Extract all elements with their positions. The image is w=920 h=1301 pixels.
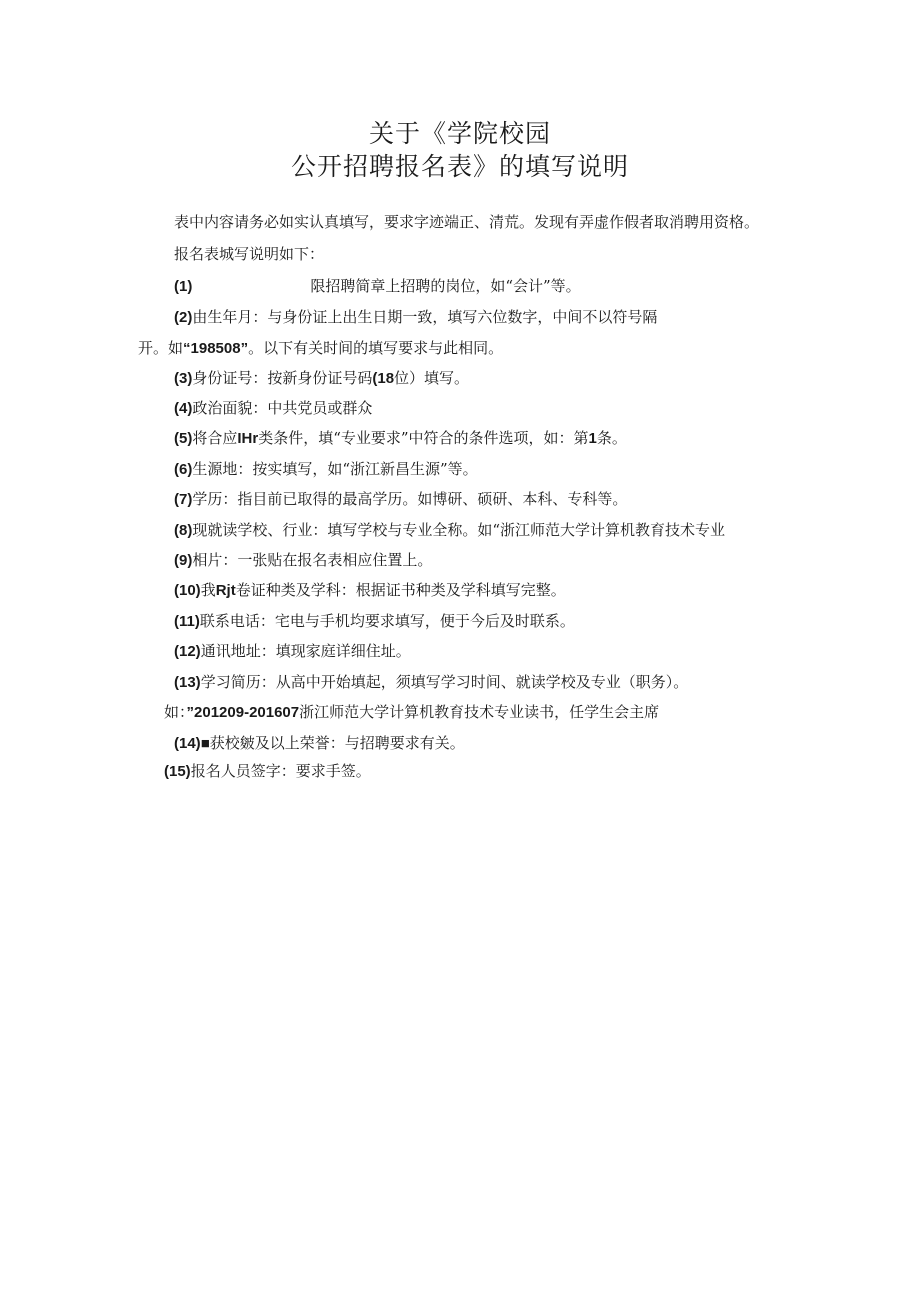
item-number: (5) [174,430,193,447]
list-item [174,276,581,297]
item-number: (12) [174,643,201,660]
item-text: 学习简历：从高中开始填起，须填写学习时间、就读学校及专业（职务）。 [200,673,689,691]
item-text: 卷证种类及学科：根据证书种类及学科填写完整。 [235,581,566,599]
list-item [174,641,411,662]
item-text: 如： [164,703,187,721]
item-number: (9) [174,552,193,569]
item-text: 条。 [596,429,627,447]
list-item [174,672,688,693]
item-text-bold: (18 [372,370,395,387]
intro-paragraph: 表中内容请务必如实认真填写，要求字迹端正、清荒。发现有弄虚作假者取消聘用资格。 [174,213,760,231]
item-number: (6) [174,461,193,478]
item-number: (15) [164,763,191,780]
item-number: (11) [174,613,200,630]
list-item-continuation [164,702,659,723]
document-title-line-2: 公开招聘报名表》的填写说明 [290,152,629,181]
item-text: 相片：一张贴在报名表相应住置上。 [192,551,433,569]
item-text-bold: Rjt [215,582,236,599]
item-number: (7) [174,491,193,508]
list-item [174,459,478,480]
item-number: (2) [174,309,193,326]
item-text: 将合应 [192,429,238,447]
list-item [174,489,627,510]
item-example-value: “198508” [183,340,249,357]
item-text: 类条件，填“专业要求”中符合的条件选项，如：第 [258,429,589,447]
item-number: (1) [174,278,193,295]
item-text-bold: 1 [588,430,597,447]
list-item [164,761,371,782]
item-number: (8) [174,522,193,539]
item-text: 学历：指目前已取得的最高学历。如博研、硕研、本科、专科等。 [192,490,628,508]
item-number: (14) [174,735,201,752]
item-number: (3) [174,370,193,387]
item-text: 获校皴及以上荣誉：与招聘要求有关。 [209,734,465,752]
list-item [174,398,372,419]
item-number: (4) [174,400,193,417]
list-item [174,611,575,632]
item-text: 政治面貌：中共党员或群众 [192,399,373,417]
item-text: 通讯地址：填现家庭详细住址。 [200,642,411,660]
item-number: (10) [174,582,201,599]
item-text: 报名人员签字：要求手签。 [190,762,371,780]
list-item [174,307,657,328]
item-text: 身份证号：按新身份证号码 [192,369,373,387]
document-title-line-1: 关于《学院校园 [368,119,551,148]
item-text: 限招聘简章上招聘的岗位，如“会计”等。 [310,277,581,295]
list-item [174,428,627,449]
item-text: 开。如 [138,339,184,357]
item-text: 由生年月：与身份证上出生日期一致，填写六位数字，中间不以符号隔 [192,308,658,326]
list-item [174,733,465,754]
item-text: 生源地：按实填写，如“浙江新昌生源”等。 [192,460,478,478]
item-text: 联系电话：宅电与手机均要求填写，便于今后及时联系。 [199,612,575,630]
square-bullet-icon: ■ [200,735,210,752]
item-text: 我 [200,581,216,599]
list-item [174,580,566,601]
item-text: 浙江师范大学计算机教育技术专业读书，任学生会主席 [299,703,660,721]
list-item-continuation [138,338,503,359]
list-item [174,368,469,389]
list-item [174,520,725,541]
item-text: 现就读学校、行业：填写学校与专业全称。如“浙江师范大学计算机教育技术专业 [192,521,726,539]
item-text: 。以下有关时间的填写要求与此相同。 [248,339,504,357]
item-text: 位）填写。 [394,369,470,387]
list-item [174,550,432,571]
item-text-bold: IHr [237,430,259,447]
item-example-value: ”201209-201607 [186,704,300,721]
item-number: (13) [174,674,201,691]
instructions-heading: 报名表城写说明如下： [174,245,325,263]
